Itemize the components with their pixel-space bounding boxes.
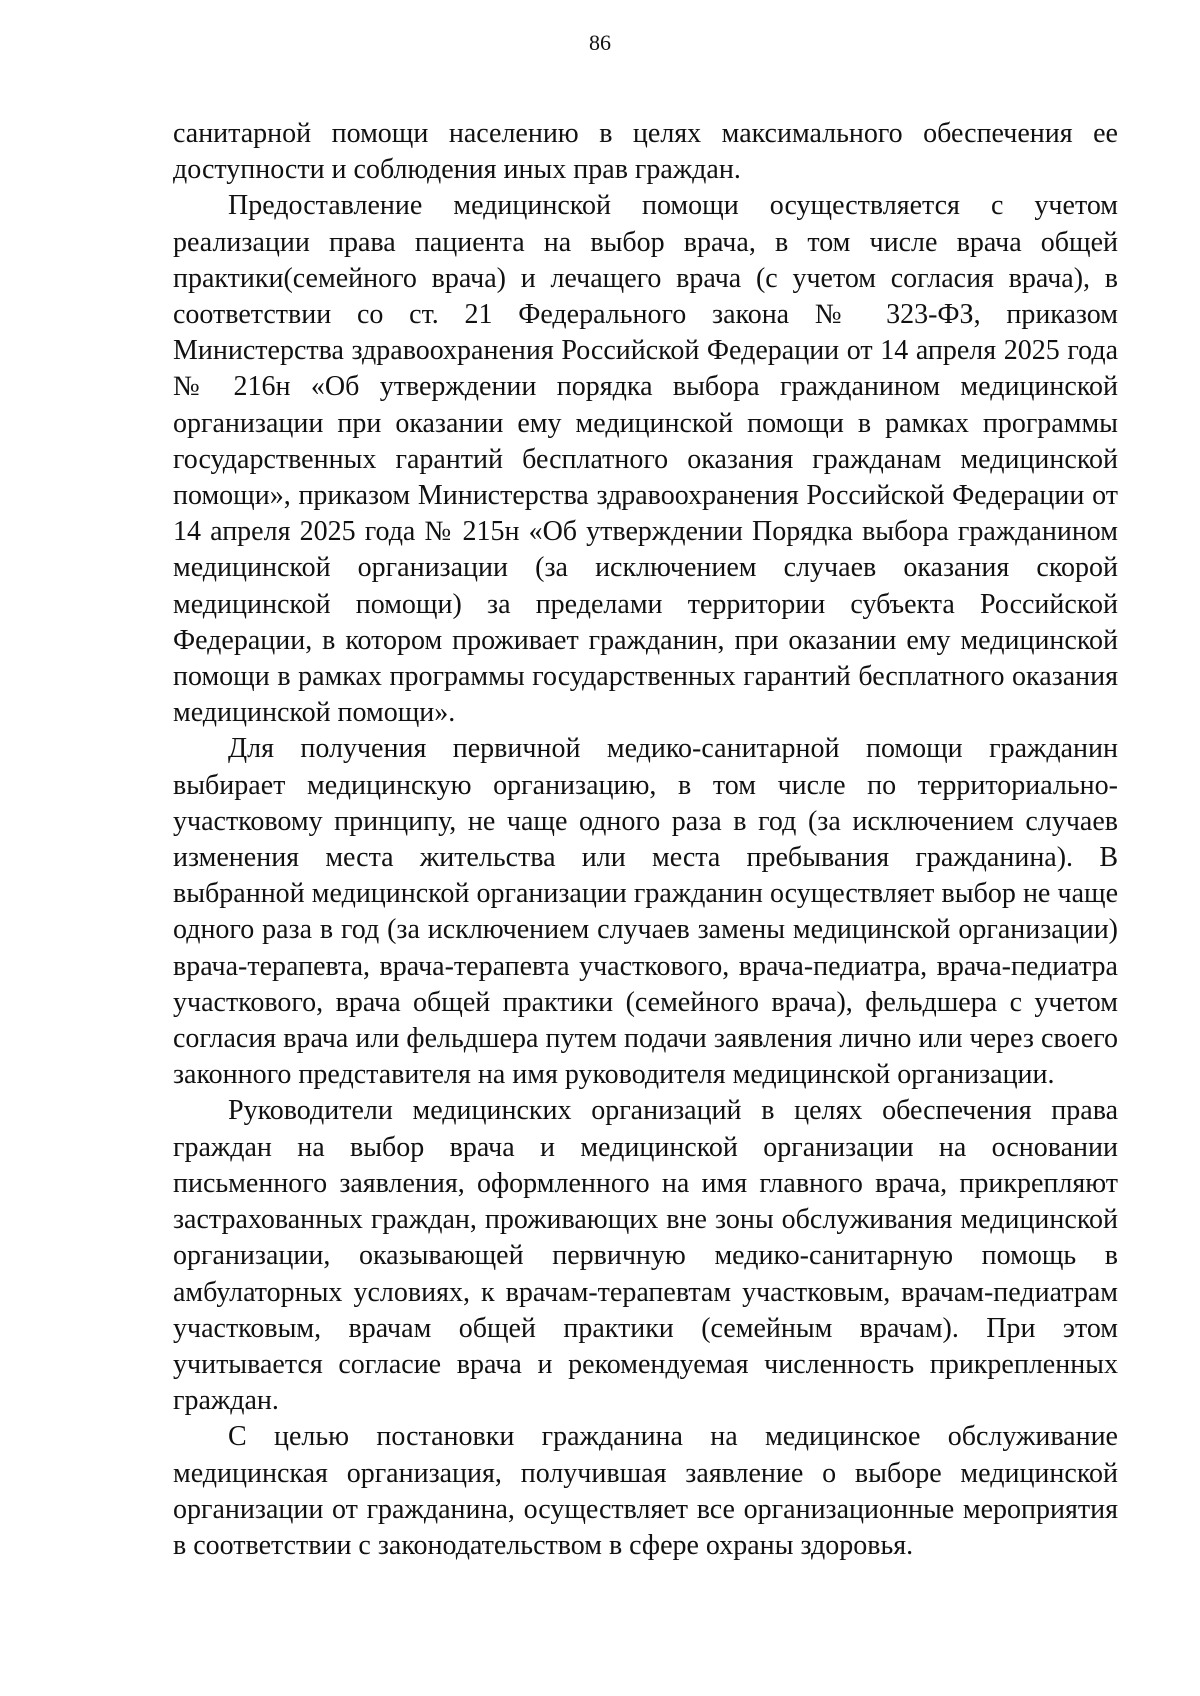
- document-body: [173, 116, 1118, 1564]
- paragraph-patient-choice-rights: Предоставление медицинской помощи осуществляется с учетом реализации права пациента на выбор врача, в том числе врача общей практики(семейного врача) и лечащего врача (с учетом согласия врача), в соответствии со ст. 21 Федерального закона № 323-ФЗ, приказом Министерства здравоохранения Российской Федерации от 14 апреля 2025 года № 216н «Об утверждении порядка выбора гражданином медицинской организации при оказании ему медицинской помощи в рамках программы государственных гарантий бесплатного оказания гражданам медицинской помощи», приказом Министерства здравоохранения Российской Федерации от 14 апреля 2025 года № 215н «Об утверждении Порядка выбора гражданином медицинской организации (за исключением случаев оказания скорой медицинской помощи) за пределами территории субъекта Российской Федерации, в котором проживает гражданин, при оказании ему медицинской помощи в рамках программы государственных гарантий бесплатного оказания медицинской помощи».: [173, 190, 1118, 729]
- paragraph-primary-care-choice: Для получения первичной медико-санитарной помощи гражданин выбирает медицинскую организацию, в том числе по территориально-участковому принципу, не чаще одного раза в год (за исключением случаев изменения места жительства или места пребывания гражданина). В выбранной медицинской организации гражданин осуществляет выбор не чаще одного раза в год (за исключением случаев замены медицинской организации) врача-терапевта, врача-терапевта участкового, врача-педиатра, врача-педиатра участкового, врача общей практики (семейного врача), фельдшера с учетом согласия врача или фельдшера путем подачи заявления лично или через своего законного представителя на имя руководителя медицинской организации.: [173, 733, 1118, 1091]
- page-number: 86: [589, 30, 611, 55]
- paragraph-registration-measures: С целью постановки гражданина на медицинское обслуживание медицинская организация, получившая заявление о выборе медицинской организации от гражданина, осуществляет все организационные мероприятия в соответствии с законодательством в сфере охраны здоровья.: [173, 1421, 1118, 1561]
- paragraph-continuation: санитарной помощи населению в целях максимального обеспечения ее доступности и соблюдения иных прав граждан.: [173, 118, 1118, 186]
- paragraph-attachment-by-managers: Руководители медицинских организаций в целях обеспечения права граждан на выбор врача и медицинской организации на основании письменного заявления, оформленного на имя главного врача, прикрепляют застрахованных граждан, проживающих вне зоны обслуживания медицинской организации, оказывающей первичную медико-санитарную помощь в амбулаторных условиях, к врачам-терапевтам участковым, врачам-педиатрам участковым, врачам общей практики (семейным врачам). При этом учитывается согласие врача и рекомендуемая численность прикрепленных граждан.: [173, 1095, 1118, 1417]
